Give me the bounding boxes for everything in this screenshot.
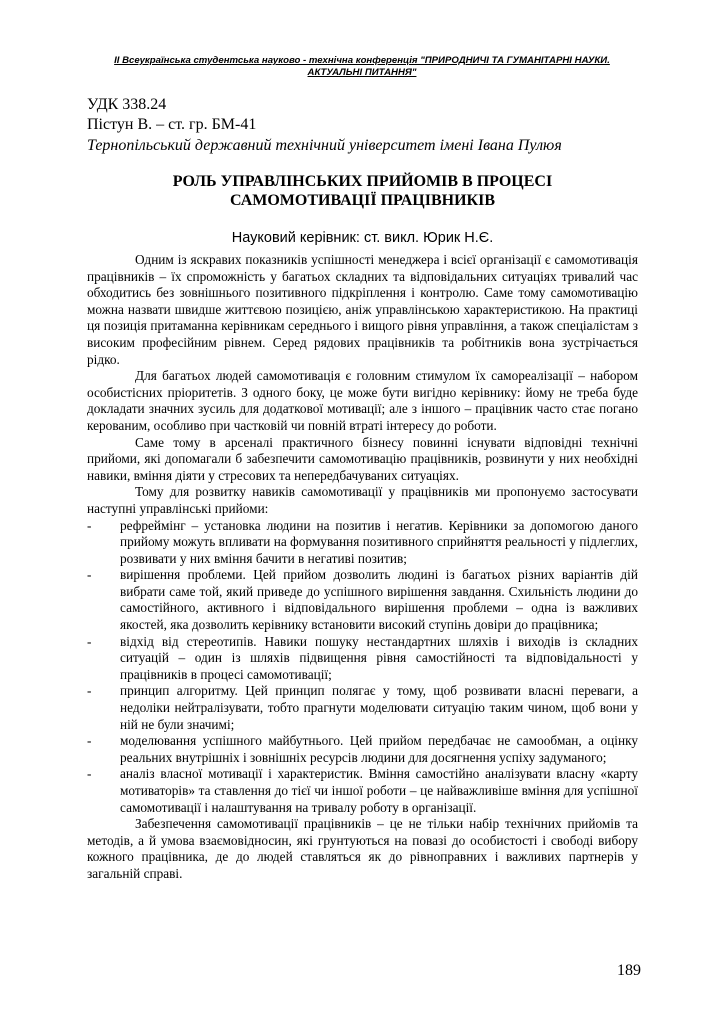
- list-item: - моделювання успішного майбутнього. Цей прийом передбачає не самообман, а оцінку реальних внутрішніх і зовнішніх ресурсів людини для досягнення успіху задуманого;: [87, 733, 638, 766]
- body-paragraph: Для багатьох людей самомотивація є головним стимулом їх самореалізації – набором особистісних пріоритетів. З одного боку, це може бути вигідно керівнику: йому не треба буде докладати значних зусиль для додаткової мотивації; але з іншого – працівник часто стає погано керованим, особливо при частковій чи повній втраті інтересу до роботи.: [87, 368, 638, 433]
- closing-paragraph: Забезпечення самомотивації працівників – це не тільки набір технічних прийомів та методів, а й умова взаємовідносин, які грунтуються на повазі до особистості і свободі вибору кожного працівника, де до людей ставляться як до рівноправних і важливих партнерів у загальній справі.: [87, 816, 638, 881]
- paper-title-line2: САМОМОТИВАЦІЇ ПРАЦІВНИКІВ: [229, 192, 496, 209]
- body-paragraph: Тому для розвитку навиків самомотивації у працівників ми пропонуємо застосувати наступні управлінські прийоми:: [87, 484, 638, 516]
- university-affiliation: Тернопільський державний технічний університет імені Івана Пулюя: [87, 137, 562, 154]
- techniques-list: [87, 518, 638, 817]
- list-item: - рефреймінг – установка людини на позитив і негатив. Керівники за допомогою даного прийому можуть впливати на формування позитивного сприйняття реальності у підлеглих, розвивати у них вміння бачити в негативі позитив;: [87, 518, 638, 568]
- body-paragraph: Саме тому в арсеналі практичного бізнесу повинні існувати відповідні технічні прийоми, які допомагали б забезпечити самомотивацію працівників, розвинути у них необхідні навики, вміння діяти у стресових та непередбачуваних ситуаціях.: [87, 434, 638, 483]
- list-item: - вирішення проблеми. Цей прийом дозволить людині із багатьох різних варіантів дій вибрати саме той, який приведе до успішного вирішення завдання. Схильність людини до самостійного, активного і відповідального вирішення проблеми – одна із важливих якостей, яка дозволить керівнику встановити високий ступінь довіри до працівника;: [87, 567, 638, 633]
- list-item: - відхід від стереотипів. Навики пошуку нестандартних шляхів і виходів із складних ситуацій – один із шляхів підвищення рівня самостійності та відповідальності у працівників в процесі самомотивації;: [87, 634, 638, 684]
- author-line: Пістун В. – ст. гр. БМ-41: [87, 116, 257, 133]
- paper-title-line1: РОЛЬ УПРАВЛІНСЬКИХ ПРИЙОМІВ В ПРОЦЕСІ: [172, 173, 553, 190]
- conference-header-line2: АКТУАЛЬНІ ПИТАННЯ": [307, 66, 417, 78]
- supervisor-line: Науковий керівник: ст. викл. Юрик Н.Є.: [231, 230, 494, 246]
- page-number: 189: [617, 962, 641, 979]
- list-item: - аналіз власної мотивації і характеристик. Вміння самостійно аналізувати власну «карту мотиваторів» та ставлення до тієї чи іншої роботи – це найважливіше вміння для успішної самомотивації і налаштування на тривалу роботу в організації.: [87, 766, 638, 816]
- conference-header-line1: ІІ Всеукраїнська студентська науково - технічна конференція "ПРИРОДНИЧІ ТА ГУМАНІТАРНІ НАУКИ.: [114, 55, 610, 66]
- udk-code: УДК 338.24: [87, 96, 167, 113]
- conference-header: [100, 55, 624, 78]
- body-paragraph: Одним із яскравих показників успішності менеджера і всієї організації є самомотивація працівників – їх спроможність у багатьох складних та відповідальних ситуаціях тривалий час обходитись без зовнішнього позитивного підкріплення і контролю. Саме тому самомотивацію можна назвати швидше життєвою позицією, аніж управлінською характеристикою. На практиці ця позиція притаманна керівникам середнього і вищого рівня управління, а також спеціалістам з високим професійним рівнем. Серед рядових працівників та робітників вона зустрічається рідко.: [87, 252, 638, 367]
- list-item: - принцип алгоритму. Цей принцип полягає у тому, щоб розвивати власні переваги, а недоліки нейтралізувати, тобто прагнути моделювати ситуацію таким чином, щоб вони у ній не були значимі;: [87, 683, 638, 733]
- paper-body: [87, 252, 638, 883]
- paper-title: [87, 172, 638, 210]
